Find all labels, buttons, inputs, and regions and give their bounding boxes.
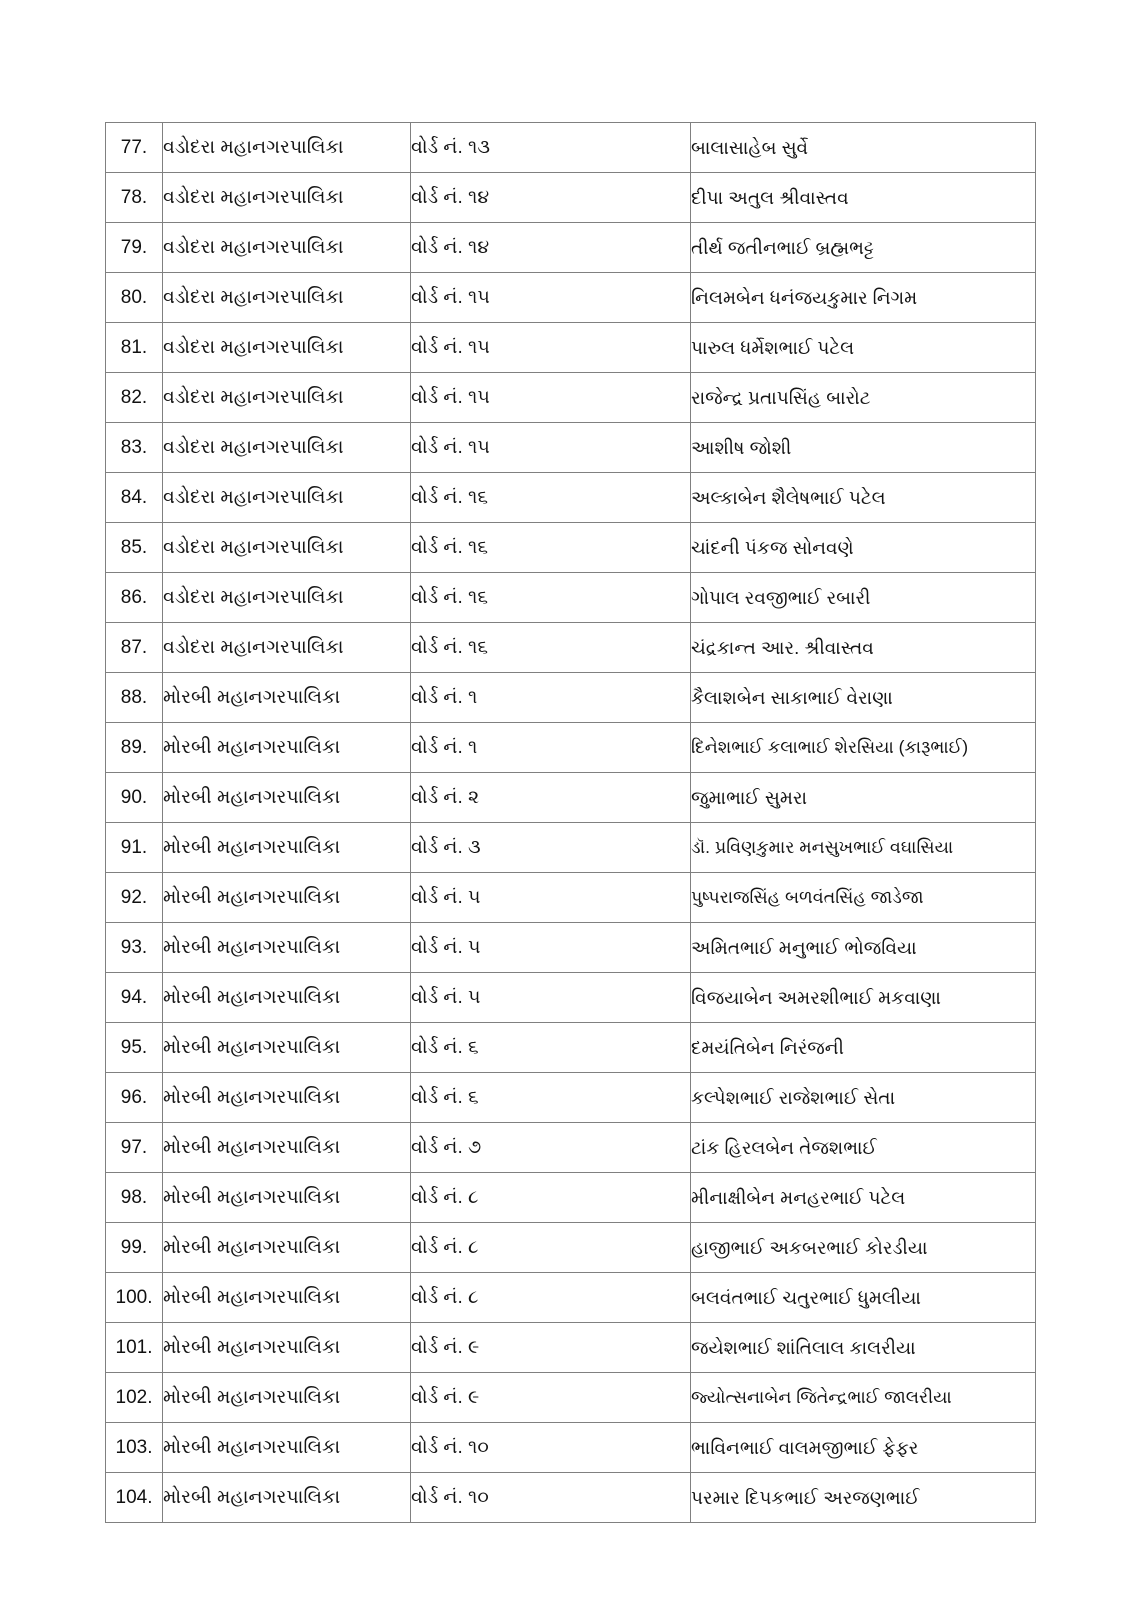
cell-person-name: નિલમબેન ધનંજયકુમાર નિગમ [691,273,1036,323]
cell-ward-number: વોર્ડ નં. ૧૬ [411,623,691,673]
table-row [106,1423,1036,1473]
cell-ward-number: વોર્ડ નં. ૧૩ [411,123,691,173]
cell-ward-number: વોર્ડ નં. ૧૦ [411,1473,691,1523]
table-row [106,1373,1036,1423]
cell-person-name: બાલાસાહેબ સુર્વે [691,123,1036,173]
cell-corporation: વડોદરા મહાનગરપાલિકા [163,523,411,573]
cell-corporation: મોરબી મહાનગરપાલિકા [163,873,411,923]
cell-ward-number: વોર્ડ નં. ૧૦ [411,1423,691,1473]
cell-corporation: મોરબી મહાનગરપાલિકા [163,973,411,1023]
cell-serial-number: 103. [106,1423,163,1473]
cell-serial-number: 96. [106,1073,163,1123]
cell-person-name: વિજયાબેન અમરશીભાઈ મકવાણા [691,973,1036,1023]
cell-corporation: વડોદરા મહાનગરપાલિકા [163,273,411,323]
cell-ward-number: વોર્ડ નં. ૭ [411,1123,691,1173]
cell-person-name: દિનેશભાઈ કલાભાઈ શેરસિયા (કારૂભાઈ) [691,723,1036,773]
cell-person-name: ચંદ્રકાન્ત આર. શ્રીવાસ્તવ [691,623,1036,673]
cell-corporation: વડોદરા મહાનગરપાલિકા [163,373,411,423]
cell-person-name: ડૉ. પ્રવિણકુમાર મનસુખભાઈ વઘાસિયા [691,823,1036,873]
table-row [106,1223,1036,1273]
table-row [106,223,1036,273]
cell-ward-number: વોર્ડ નં. ૧૬ [411,573,691,623]
cell-serial-number: 79. [106,223,163,273]
cell-corporation: મોરબી મહાનગરપાલિકા [163,823,411,873]
cell-ward-number: વોર્ડ નં. ૯ [411,1373,691,1423]
table-row [106,173,1036,223]
table-row [106,423,1036,473]
cell-ward-number: વોર્ડ નં. ૧ [411,723,691,773]
cell-corporation: મોરબી મહાનગરપાલિકા [163,1173,411,1223]
table-row [106,523,1036,573]
cell-person-name: મીનાક્ષીબેન મનહરભાઈ પટેલ [691,1173,1036,1223]
cell-ward-number: વોર્ડ નં. ૧૪ [411,173,691,223]
cell-corporation: વડોદરા મહાનગરપાલિકા [163,223,411,273]
ward-listing-table [105,122,1036,1523]
cell-person-name: ભાવિનભાઈ વાલમજીભાઈ ફેફર [691,1423,1036,1473]
ward-table-container [105,122,1035,1523]
cell-serial-number: 89. [106,723,163,773]
table-row [106,973,1036,1023]
cell-serial-number: 85. [106,523,163,573]
table-row [106,1123,1036,1173]
cell-corporation: મોરબી મહાનગરપાલિકા [163,673,411,723]
cell-serial-number: 80. [106,273,163,323]
table-row [106,723,1036,773]
cell-corporation: મોરબી મહાનગરપાલિકા [163,1123,411,1173]
cell-ward-number: વોર્ડ નં. ૧૫ [411,273,691,323]
cell-corporation: મોરબી મહાનગરપાલિકા [163,1223,411,1273]
table-row [106,1173,1036,1223]
cell-ward-number: વોર્ડ નં. ૫ [411,923,691,973]
cell-person-name: જ્યોત્સનાબેન જિતેન્દ્રભાઈ જાલરીયા [691,1373,1036,1423]
cell-person-name: ગોપાલ રવજીભાઈ રબારી [691,573,1036,623]
cell-ward-number: વોર્ડ નં. ૬ [411,1023,691,1073]
cell-ward-number: વોર્ડ નં. ૬ [411,1073,691,1123]
cell-ward-number: વોર્ડ નં. ૧૪ [411,223,691,273]
cell-ward-number: વોર્ડ નં. ૧ [411,673,691,723]
cell-corporation: મોરબી મહાનગરપાલિકા [163,723,411,773]
table-row [106,823,1036,873]
cell-corporation: વડોદરા મહાનગરપાલિકા [163,573,411,623]
cell-serial-number: 77. [106,123,163,173]
cell-person-name: અમિતભાઈ મનુભાઈ ભોજવિયા [691,923,1036,973]
table-row [106,1073,1036,1123]
table-row [106,923,1036,973]
cell-ward-number: વોર્ડ નં. ૫ [411,873,691,923]
cell-person-name: ટાંક હિરલબેન તેજશભાઈ [691,1123,1036,1173]
table-row [106,473,1036,523]
cell-corporation: મોરબી મહાનગરપાલિકા [163,1273,411,1323]
cell-serial-number: 99. [106,1223,163,1273]
cell-corporation: મોરબી મહાનગરપાલિકા [163,773,411,823]
cell-person-name: પરમાર દિપકભાઈ અરજણભાઈ [691,1473,1036,1523]
cell-serial-number: 88. [106,673,163,723]
cell-person-name: હાજીભાઈ અકબરભાઈ કોરડીયા [691,1223,1036,1273]
cell-ward-number: વોર્ડ નં. ૧૫ [411,323,691,373]
cell-corporation: મોરબી મહાનગરપાલિકા [163,1073,411,1123]
table-row [106,1473,1036,1523]
cell-person-name: કૈલાશબેન સાકાભાઈ વેરાણા [691,673,1036,723]
cell-serial-number: 87. [106,623,163,673]
cell-ward-number: વોર્ડ નં. ૩ [411,823,691,873]
cell-serial-number: 91. [106,823,163,873]
cell-serial-number: 90. [106,773,163,823]
cell-serial-number: 97. [106,1123,163,1173]
cell-corporation: વડોદરા મહાનગરપાલિકા [163,173,411,223]
cell-serial-number: 94. [106,973,163,1023]
cell-serial-number: 102. [106,1373,163,1423]
table-row [106,273,1036,323]
cell-ward-number: વોર્ડ નં. ૮ [411,1273,691,1323]
cell-person-name: ચાંદની પંકજ સોનવણે [691,523,1036,573]
table-row [106,1023,1036,1073]
cell-person-name: જુમાભાઈ સુમરા [691,773,1036,823]
cell-ward-number: વોર્ડ નં. ૮ [411,1223,691,1273]
cell-serial-number: 101. [106,1323,163,1373]
cell-serial-number: 93. [106,923,163,973]
cell-corporation: વડોદરા મહાનગરપાલિકા [163,473,411,523]
cell-ward-number: વોર્ડ નં. ૯ [411,1323,691,1373]
cell-serial-number: 81. [106,323,163,373]
cell-ward-number: વોર્ડ નં. ૮ [411,1173,691,1223]
table-row [106,1323,1036,1373]
cell-person-name: દીપા અતુલ શ્રીવાસ્તવ [691,173,1036,223]
table-row [106,673,1036,723]
cell-corporation: વડોદરા મહાનગરપાલિકા [163,623,411,673]
cell-person-name: જયેશભાઈ શાંતિલાલ કાલરીયા [691,1323,1036,1373]
cell-serial-number: 104. [106,1473,163,1523]
cell-corporation: મોરબી મહાનગરપાલિકા [163,923,411,973]
cell-ward-number: વોર્ડ નં. ૧૫ [411,373,691,423]
cell-serial-number: 84. [106,473,163,523]
cell-corporation: મોરબી મહાનગરપાલિકા [163,1023,411,1073]
table-row [106,623,1036,673]
cell-corporation: મોરબી મહાનગરપાલિકા [163,1473,411,1523]
cell-ward-number: વોર્ડ નં. ૧૫ [411,423,691,473]
cell-serial-number: 83. [106,423,163,473]
cell-person-name: કલ્પેશભાઈ રાજેશભાઈ સેતા [691,1073,1036,1123]
cell-corporation: મોરબી મહાનગરપાલિકા [163,1423,411,1473]
cell-corporation: મોરબી મહાનગરપાલિકા [163,1323,411,1373]
table-row [106,573,1036,623]
cell-corporation: વડોદરા મહાનગરપાલિકા [163,323,411,373]
table-row [106,1273,1036,1323]
cell-ward-number: વોર્ડ નં. ૧૬ [411,473,691,523]
cell-corporation: વડોદરા મહાનગરપાલિકા [163,123,411,173]
table-body [106,123,1036,1523]
cell-person-name: પુષ્પરાજસિંહ બળવંતસિંહ જાડેજા [691,873,1036,923]
cell-ward-number: વોર્ડ નં. ૨ [411,773,691,823]
cell-ward-number: વોર્ડ નં. ૧૬ [411,523,691,573]
cell-corporation: મોરબી મહાનગરપાલિકા [163,1373,411,1423]
table-row [106,323,1036,373]
cell-corporation: વડોદરા મહાનગરપાલિકા [163,423,411,473]
table-row [106,123,1036,173]
cell-serial-number: 86. [106,573,163,623]
cell-person-name: દમયંતિબેન નિરંજની [691,1023,1036,1073]
cell-serial-number: 95. [106,1023,163,1073]
cell-serial-number: 98. [106,1173,163,1223]
cell-serial-number: 100. [106,1273,163,1323]
cell-person-name: તીર્થ જતીનભાઈ બ્રહ્મભટ્ટ [691,223,1036,273]
cell-person-name: બલવંતભાઈ ચતુરભાઈ ધુમલીયા [691,1273,1036,1323]
cell-ward-number: વોર્ડ નં. ૫ [411,973,691,1023]
table-row [106,873,1036,923]
cell-person-name: રાજેન્દ્ર પ્રતાપસિંહ બારોટ [691,373,1036,423]
cell-serial-number: 82. [106,373,163,423]
table-row [106,773,1036,823]
cell-person-name: પારુલ ધર્મેશભાઈ પટેલ [691,323,1036,373]
cell-serial-number: 78. [106,173,163,223]
cell-person-name: આશીષ જોશી [691,423,1036,473]
table-row [106,373,1036,423]
cell-serial-number: 92. [106,873,163,923]
cell-person-name: અલ્કાબેન શૈલેષભાઈ પટેલ [691,473,1036,523]
